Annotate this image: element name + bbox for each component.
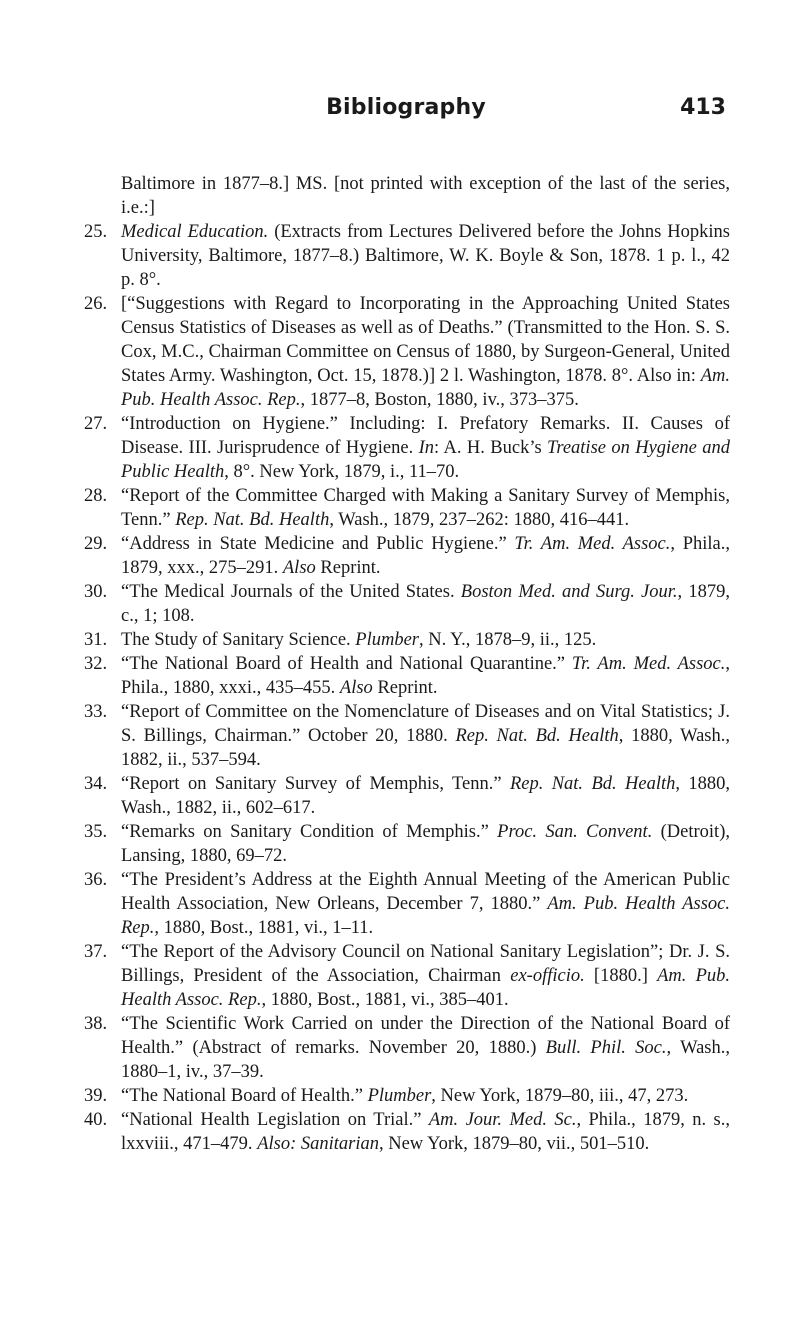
entry-number: 31. [84,629,108,650]
bibliography-list [84,153,730,1156]
entry-text-segment: , Wash., 1879, 237–262: 1880, 416–441. [329,509,630,530]
entry-text-segment: [“Suggestions with Regard to Incorporating in the Approaching United States Census Statistics of Diseases as well as of Deaths.” (Transmitted to the Hon. S. S. Cox, M.C., Chairman Committee on Census of 1880, by Surgeon-General, United States Army. Washington, Oct. 15, 1878.)] 2 l. Washington, 1878. 8°. Also in: [121,293,730,386]
entry-text-segment: Also [282,557,316,578]
entry-text-segment: (Detroit), Lansing, 1880, 69–72. [121,821,730,866]
entry-text-segment: Tr. Am. Med. Assoc. [514,533,671,554]
entry-number: 38. [84,1013,108,1034]
entry-text-segment: , Phila., 1879, xxx., 275–291. [121,533,730,578]
entry-text-segment: “The National Board of Health and National Quarantine.” [121,653,572,674]
entry-text [121,1084,730,1108]
entry-text-segment: (Extracts from Lectures Delivered before the Johns Hopkins University, Baltimore, 1877–8.) Baltimore, W. K. Boyle & Son, 1878. 1 p. l., 42 p. 8°. [121,221,731,290]
entry-text [121,412,730,484]
entry-text-segment: “The Report of the Advisory Council on National Sanitary Legislation”; Dr. J. S. Billings, President of the Association, Chairman [121,941,730,986]
entry-number: 30. [84,581,108,602]
entry-text-segment: Plumber [367,1085,432,1106]
entry-text [121,628,730,652]
entry-text-segment: Medical Education. [121,221,269,242]
entry-text-segment: , 1877–8, Boston, 1880, iv., 373–375. [300,389,579,410]
entry-text-segment: , N. Y., 1878–9, ii., 125. [419,629,597,650]
entry-text-segment: Rep. Nat. Bd. Health [175,509,330,530]
entry-text-segment: Am. Pub. Health Assoc. Rep. [121,965,730,1010]
entry-number: 40. [84,1109,108,1130]
entry-text-segment: “Report on Sanitary Survey of Memphis, Tenn.” [121,773,510,794]
entry-number: 25. [84,221,108,242]
entry-text-segment: , 8°. New York, 1879, i., 11–70. [224,461,460,482]
entry-text-segment: “Introduction on Hygiene.” Including: I. Prefatory Remarks. II. Causes of Disease. III. Jurisprudence of Hygiene. [121,413,730,458]
entry-text-segment: , 1880, Wash., 1882, ii., 602–617. [121,773,730,818]
bibliography-entry [84,652,730,700]
running-title: Bibliography [326,95,486,120]
bibliography-entry [84,1108,730,1156]
continued-entry-text: Baltimore in 1877–8.] MS. [not printed with exception of the last of the series, i.e.:] [121,173,730,218]
entry-text [121,820,730,868]
entry-text-segment: , 1880, Bost., 1881, vi., 1–11. [154,917,374,938]
bibliography-entry [84,292,730,412]
entry-text [121,484,730,532]
bibliography-entry [84,1084,730,1108]
bibliography-entry [84,1012,730,1084]
running-head [86,95,726,131]
entry-text [121,940,730,1012]
entry-text-segment: “Report of the Committee Charged with Making a Sanitary Survey of Memphis, Tenn.” [121,485,730,530]
entry-text-segment: The Study of Sanitary Science. [121,629,356,650]
entry-number: 39. [84,1085,108,1106]
entry-number: 29. [84,533,108,554]
entry-text-segment: Also [339,677,373,698]
entry-text [121,1012,730,1084]
entry-text [121,700,730,772]
entry-text-segment: Also: Sanitarian [257,1133,379,1154]
entry-text-segment: , 1879, c., 1; 108. [121,581,730,626]
entry-text-segment: , Wash., 1880–1, iv., 37–39. [121,1037,730,1082]
entry-text-segment: Reprint. [372,677,438,698]
entry-text-segment: Proc. San. Convent. [497,821,653,842]
entry-text-segment: “Address in State Medicine and Public Hygiene.” [121,533,515,554]
entry-text [121,532,730,580]
bibliography-entry [84,820,730,868]
entry-number: 34. [84,773,108,794]
entry-text-segment: Am. Pub. Health Assoc. Rep. [121,893,730,938]
entry-text-segment: Rep. Nat. Bd. Health [509,773,676,794]
entry-number: 28. [84,485,108,506]
bibliography-entry [84,772,730,820]
entry-text-segment: Rep. Nat. Bd. Health [455,725,619,746]
bibliography-entry [84,484,730,532]
entry-text-segment: “The President’s Address at the Eighth Annual Meeting of the American Public Health Association, New Orleans, December 7, 1880.” [121,869,730,914]
bibliography-entry [84,700,730,772]
entry-text-segment: In [418,437,435,458]
page-number: 413 [680,95,726,120]
entry-number: 35. [84,821,108,842]
entry-text-segment: “Remarks on Sanitary Condition of Memphis.” [121,821,498,842]
bibliography-entry [84,412,730,484]
bibliography-entry [84,628,730,652]
entry-text-segment: [1880.] [584,965,658,986]
entry-text-segment: Treatise on Hygiene and Public Health [121,437,730,482]
entry-text [121,292,730,412]
entry-text-segment: ex-officio. [510,965,585,986]
entry-text-segment: , 1880, Bost., 1881, vi., 385–401. [261,989,509,1010]
entry-text-segment: , Phila., 1879, n. s., lxxviii., 471–479. [121,1109,730,1154]
entry-text-segment: , New York, 1879–80, iii., 47, 273. [431,1085,689,1106]
entry-text [121,772,730,820]
bibliography-entry [84,940,730,1012]
entry-text [121,580,730,628]
entry-text-segment: “The National Board of Health.” [121,1085,368,1106]
entry-text-segment: “The Scientific Work Carried on under the Direction of the National Board of Health.” (Abstract of remarks. November 20, 1880.) [121,1013,730,1058]
entry-text-segment: Am. Jour. Med. Sc. [428,1109,577,1130]
entry-text-segment: , New York, 1879–80, vii., 501–510. [378,1133,650,1154]
entry-number: 37. [84,941,108,962]
entry-text-segment: “Report of Committee on the Nomenclature of Diseases and on Vital Statistics; J. S. Billings, Chairman.” October 20, 1880. [121,701,730,746]
bibliography-entry [84,580,730,628]
bibliography-entry [84,220,730,292]
entry-text-segment: , 1880, Wash., 1882, ii., 537–594. [121,725,730,770]
entry-text-segment: Plumber [355,629,419,650]
entry-text-segment: : A. H. Buck’s [434,437,548,458]
entry-text-segment: , Phila., 1880, xxxi., 435–455. [121,653,730,698]
bibliography-entry [84,868,730,940]
entry-text-segment: “National Health Legislation on Trial.” [121,1109,429,1130]
entry-text-segment: “The Medical Journals of the United States. [121,581,461,602]
entry-text [121,220,730,292]
entry-number: 33. [84,701,108,722]
entry-text-segment: Am. Pub. Health Assoc. Rep. [121,365,730,410]
entry-number: 32. [84,653,108,674]
entry-text-segment: Boston Med. and Surg. Jour. [460,581,678,602]
entry-text [121,652,730,700]
entry-number: 27. [84,413,108,434]
entry-number: 26. [84,293,108,314]
entry-number: 36. [84,869,108,890]
entry-text-segment: Reprint. [315,557,381,578]
entry-text-segment: Tr. Am. Med. Assoc. [571,653,726,674]
entry-text-segment: Bull. Phil. Soc. [545,1037,667,1058]
bibliography-entry [84,532,730,580]
entry-text [121,868,730,940]
entry-text [121,1108,730,1156]
